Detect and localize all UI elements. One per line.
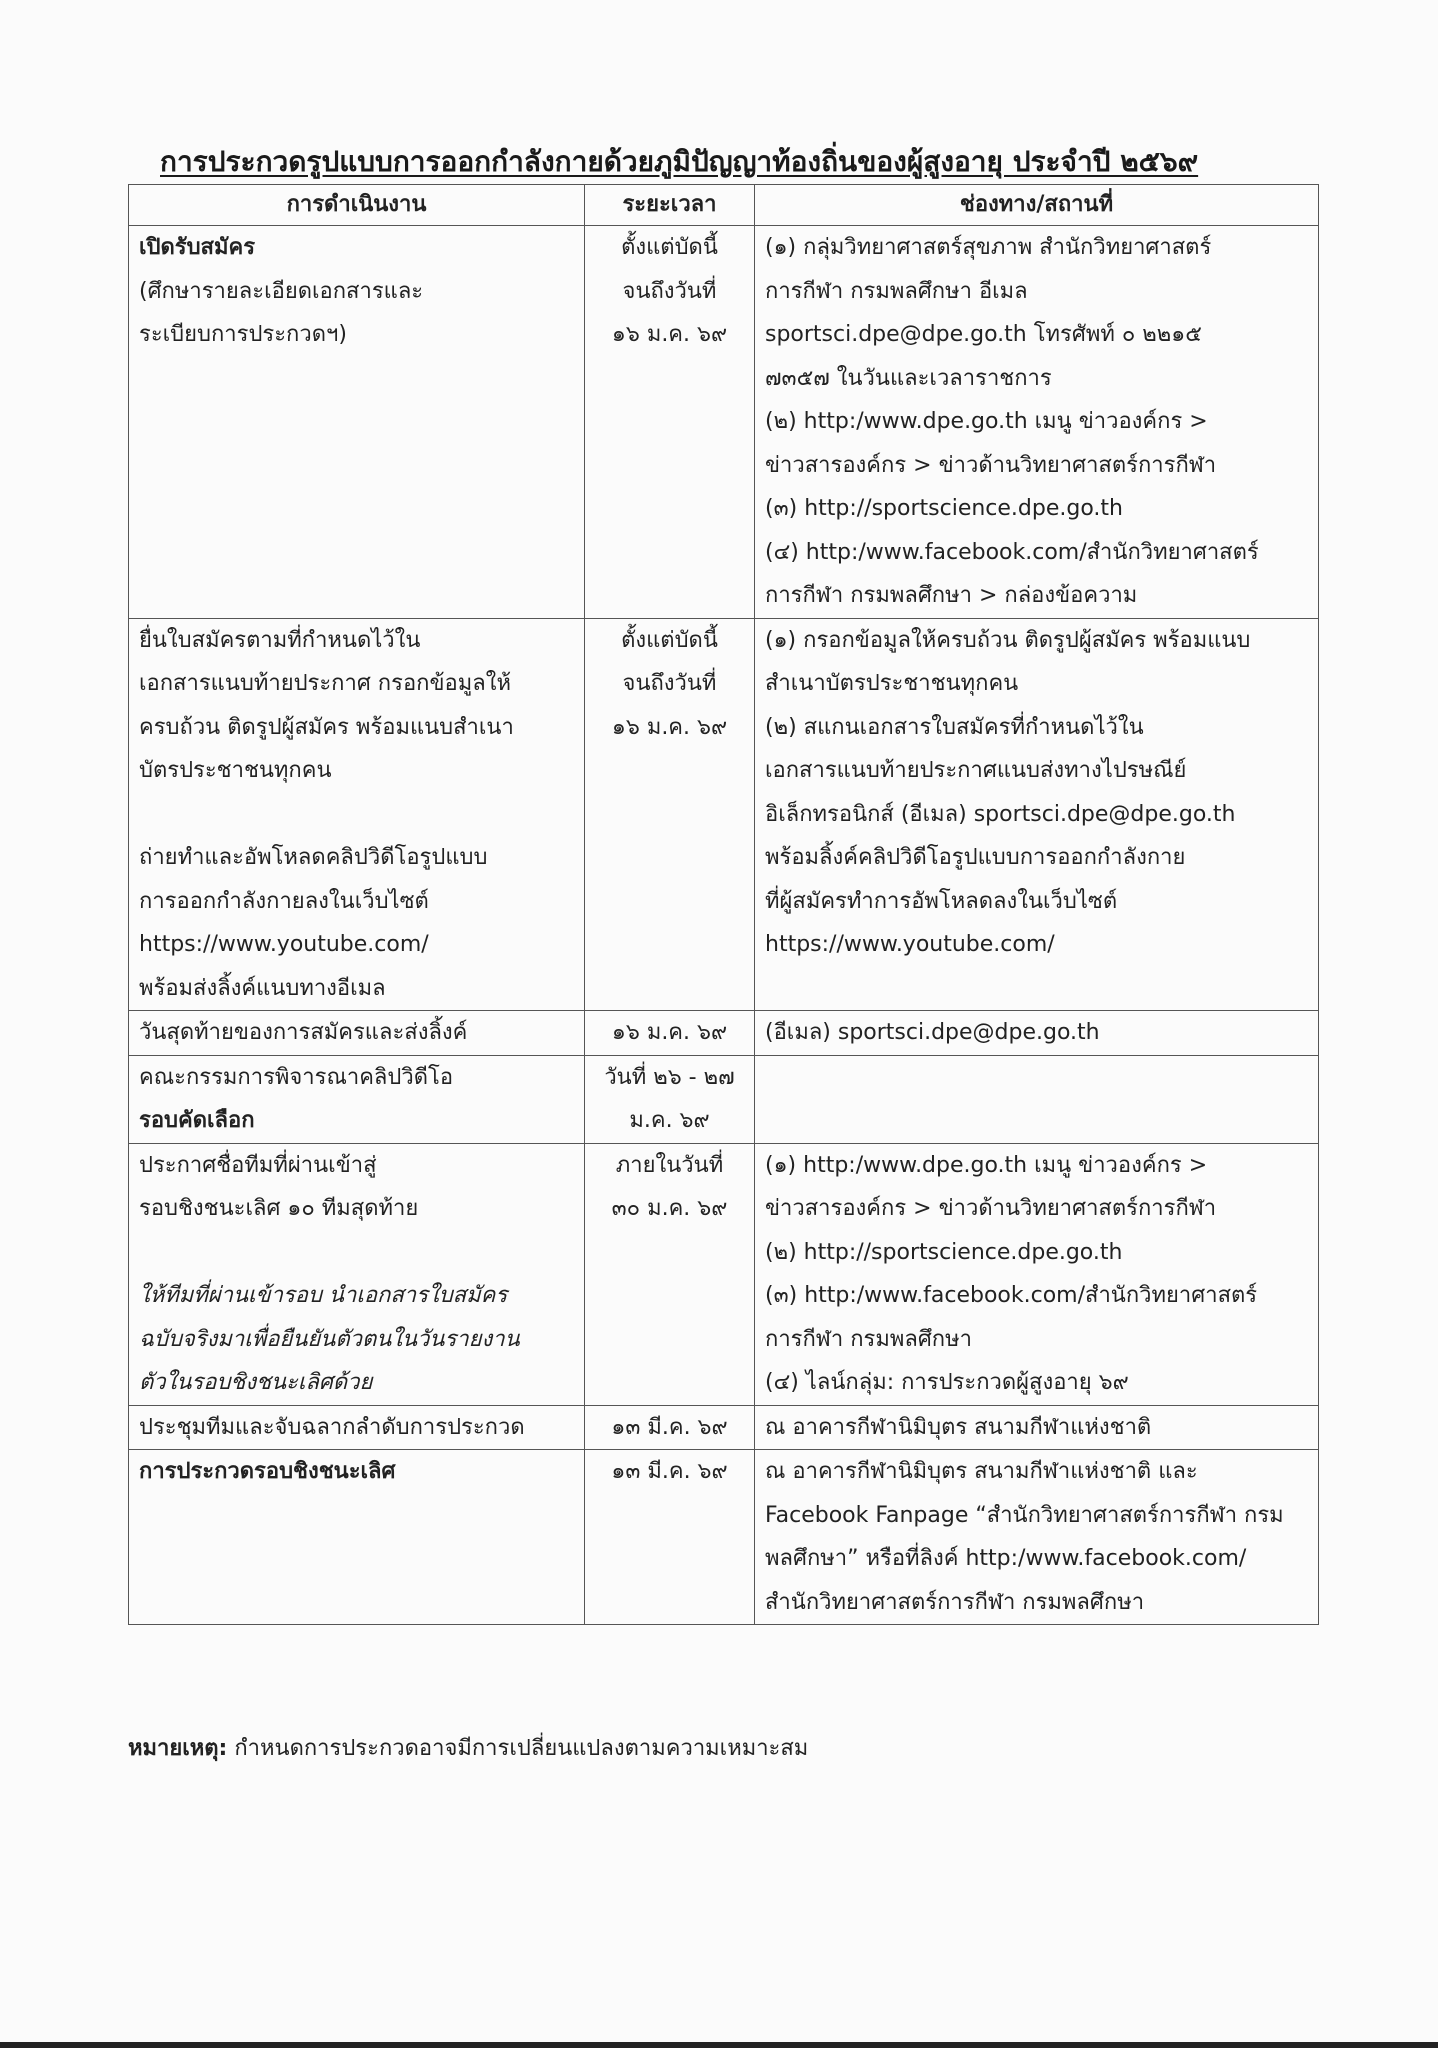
table-row	[129, 1450, 1319, 1625]
channel-line: ข่าวสารองค์กร > ข่าวด้านวิทยาศาสตร์การกีฬา	[765, 452, 1217, 478]
task-line: รอบชิงชนะเลิศ ๑๐ ทีมสุดท้าย	[139, 1196, 419, 1221]
footnote-text: กำหนดการประกวดอาจมีการเปลี่ยนแปลงตามความเหมาะสม	[227, 1736, 809, 1761]
time-line: ๑๖ ม.ค. ๖๙	[611, 1020, 728, 1045]
channel-line: ๗๓๕๗ ในวันและเวลาราชการ	[765, 365, 1052, 391]
channel-line: (๑) กรอกข้อมูลให้ครบถ้วน ติดรูปผู้สมัคร พร้อมแนบ	[765, 627, 1251, 653]
page-title: การประกวดรูปแบบการออกกำลังกายด้วยภูมิปัญญาท้องถิ่นของผู้สูงอายุ ประจำปี ๒๕๖๙	[160, 145, 1199, 178]
task-line: วันสุดท้ายของการสมัครและส่งลิ้งค์	[139, 1020, 468, 1045]
task-cell	[129, 1450, 585, 1625]
time-line: วันที่ ๒๖ - ๒๗	[604, 1064, 735, 1090]
channel-cell	[755, 1405, 1319, 1450]
time-line: ๑๖ ม.ค. ๖๙	[611, 714, 728, 740]
channel-line: ณ อาคารกีฬานิมิบุตร สนามกีฬาแห่งชาติ และ	[765, 1459, 1198, 1484]
channel-line: (๔) ไลน์กลุ่ม: การประกวดผู้สูงอายุ ๖๙	[765, 1370, 1129, 1395]
footnote-label: หมายเหตุ:	[128, 1736, 228, 1761]
task-line: ยื่นใบสมัครตามที่กำหนดไว้ใน	[139, 627, 421, 653]
channel-line: พลศึกษา” หรือที่ลิงค์ http:/www.facebook.com/	[765, 1546, 1247, 1571]
channel-line: https://www.youtube.com/	[765, 932, 1055, 957]
task-line: ฉบับจริงมาเพื่อยืนยันตัวตนในวันรายงาน	[139, 1326, 520, 1352]
time-line: ตั้งแต่บัดนี้	[621, 627, 718, 653]
channel-line: (๓) http:/www.facebook.com/สำนักวิทยาศาสตร์	[765, 1283, 1258, 1308]
channel-line: (๒) สแกนเอกสารใบสมัครที่กำหนดไว้ใน	[765, 714, 1144, 740]
schedule-table	[128, 184, 1319, 1625]
blank-line	[139, 793, 574, 837]
table-body	[129, 226, 1319, 1625]
channel-line: สำนักวิทยาศาสตร์การกีฬา กรมพลศึกษา	[765, 1589, 1145, 1615]
task-cell	[129, 618, 585, 1011]
task-cell	[129, 1011, 585, 1056]
channel-line: การกีฬา กรมพลศึกษา	[765, 1326, 972, 1352]
task-cell	[129, 1405, 585, 1450]
channel-cell	[755, 226, 1319, 619]
table-header-row	[129, 185, 1319, 226]
task-cell	[129, 226, 585, 619]
task-line: พร้อมส่งลิ้งค์แนบทางอีเมล	[139, 975, 386, 1001]
channel-line: การกีฬา กรมพลศึกษา อีเมล	[765, 278, 1028, 304]
task-line: เปิดรับสมัคร	[139, 235, 256, 260]
table-row	[129, 226, 1319, 619]
table-row	[129, 1055, 1319, 1143]
table-row	[129, 1143, 1319, 1405]
task-line: คณะกรรมการพิจารณาคลิปวิดีโอ	[139, 1064, 454, 1090]
channel-line: (๒) http:/www.dpe.go.th เมนู ข่าวองค์กร >	[765, 409, 1208, 434]
task-line: ประชุมทีมและจับฉลากลำดับการประกวด	[139, 1414, 525, 1440]
channel-line: เอกสารแนบท้ายประกาศแนบส่งทางไปรษณีย์	[765, 758, 1187, 783]
task-line: ตัวในรอบชิงชนะเลิศด้วย	[139, 1370, 373, 1395]
time-cell	[585, 618, 755, 1011]
time-cell	[585, 1450, 755, 1625]
task-line: https://www.youtube.com/	[139, 932, 429, 957]
task-line: ประกาศชื่อทีมที่ผ่านเข้าสู่	[139, 1152, 377, 1178]
channel-cell	[755, 1450, 1319, 1625]
channel-line: การกีฬา กรมพลศึกษา > กล่องข้อความ	[765, 583, 1138, 608]
task-line: (ศึกษารายละเอียดเอกสารและ	[139, 278, 424, 304]
channel-line: sportsci.dpe@dpe.go.th โทรศัพท์ ๐ ๒๒๑๕	[765, 322, 1202, 347]
time-cell	[585, 1143, 755, 1405]
channel-line: ที่ผู้สมัครทำการอัพโหลดลงในเว็บไซต์	[765, 888, 1118, 914]
channel-line: Facebook Fanpage “สำนักวิทยาศาสตร์การกีฬา กรม	[765, 1502, 1284, 1528]
task-cell	[129, 1143, 585, 1405]
channel-cell	[755, 1143, 1319, 1405]
task-line: เอกสารแนบท้ายประกาศ กรอกข้อมูลให้	[139, 671, 511, 696]
time-line: ๑๓ มี.ค. ๖๙	[611, 1459, 728, 1484]
blank-line	[139, 1231, 574, 1275]
channel-line: ข่าวสารองค์กร > ข่าวด้านวิทยาศาสตร์การกีฬา	[765, 1196, 1217, 1221]
channel-cell	[755, 1011, 1319, 1056]
channel-cell	[755, 618, 1319, 1011]
channel-line: (อีเมล) sportsci.dpe@dpe.go.th	[765, 1020, 1100, 1045]
task-line: บัตรประชาชนทุกคน	[139, 758, 332, 783]
time-line: ม.ค. ๖๙	[629, 1108, 710, 1133]
task-line: ระเบียบการประกวดฯ)	[139, 322, 347, 347]
time-cell	[585, 226, 755, 619]
channel-line: (๔) http:/www.facebook.com/สำนักวิทยาศาสตร์	[765, 539, 1259, 565]
time-line: จนถึงวันที่	[622, 278, 717, 304]
header-task: การดำเนินงาน	[129, 185, 585, 226]
time-line: ๓๐ ม.ค. ๖๙	[611, 1196, 728, 1221]
task-cell	[129, 1055, 585, 1143]
footnote	[128, 1730, 808, 1765]
channel-line: พร้อมลิ้งค์คลิปวิดีโอรูปแบบการออกกำลังกาย	[765, 845, 1186, 870]
channel-line: (๑) http:/www.dpe.go.th เมนู ข่าวองค์กร >	[765, 1152, 1208, 1178]
task-line: ถ่ายทำและอัพโหลดคลิปวิดีโอรูปแบบ	[139, 845, 488, 870]
channel-cell	[755, 1055, 1319, 1143]
task-line: การออกกำลังกายลงในเว็บไซต์	[139, 888, 429, 914]
channel-line: (๓) http://sportscience.dpe.go.th	[765, 496, 1123, 521]
time-line: ๑๓ มี.ค. ๖๙	[611, 1414, 728, 1440]
header-time: ระยะเวลา	[585, 185, 755, 226]
table-row	[129, 1405, 1319, 1450]
time-line: ๑๖ ม.ค. ๖๙	[611, 322, 728, 347]
channel-line: ณ อาคารกีฬานิมิบุตร สนามกีฬาแห่งชาติ	[765, 1414, 1152, 1440]
time-line: จนถึงวันที่	[622, 671, 717, 696]
time-cell	[585, 1011, 755, 1056]
task-line: การประกวดรอบชิงชนะเลิศ	[139, 1459, 396, 1484]
header-channel: ช่องทาง/สถานที่	[755, 185, 1319, 226]
time-line: ตั้งแต่บัดนี้	[621, 235, 718, 260]
channel-line: สำเนาบัตรประชาชนทุกคน	[765, 671, 1019, 696]
channel-line: (๑) กลุ่มวิทยาศาสตร์สุขภาพ สำนักวิทยาศาสตร์	[765, 235, 1212, 260]
table-row	[129, 618, 1319, 1011]
time-line: ภายในวันที่	[615, 1152, 724, 1178]
channel-line: (๒) http://sportscience.dpe.go.th	[765, 1239, 1123, 1265]
task-line: ครบถ้วน ติดรูปผู้สมัคร พร้อมแนบสำเนา	[139, 714, 514, 740]
scan-edge	[0, 2042, 1438, 2048]
time-cell	[585, 1405, 755, 1450]
task-line: รอบคัดเลือก	[139, 1108, 255, 1133]
time-cell	[585, 1055, 755, 1143]
channel-line: อิเล็กทรอนิกส์ (อีเมล) sportsci.dpe@dpe.go.th	[765, 801, 1236, 827]
table-row	[129, 1011, 1319, 1056]
task-line: ให้ทีมที่ผ่านเข้ารอบ นำเอกสารใบสมัคร	[139, 1283, 508, 1308]
